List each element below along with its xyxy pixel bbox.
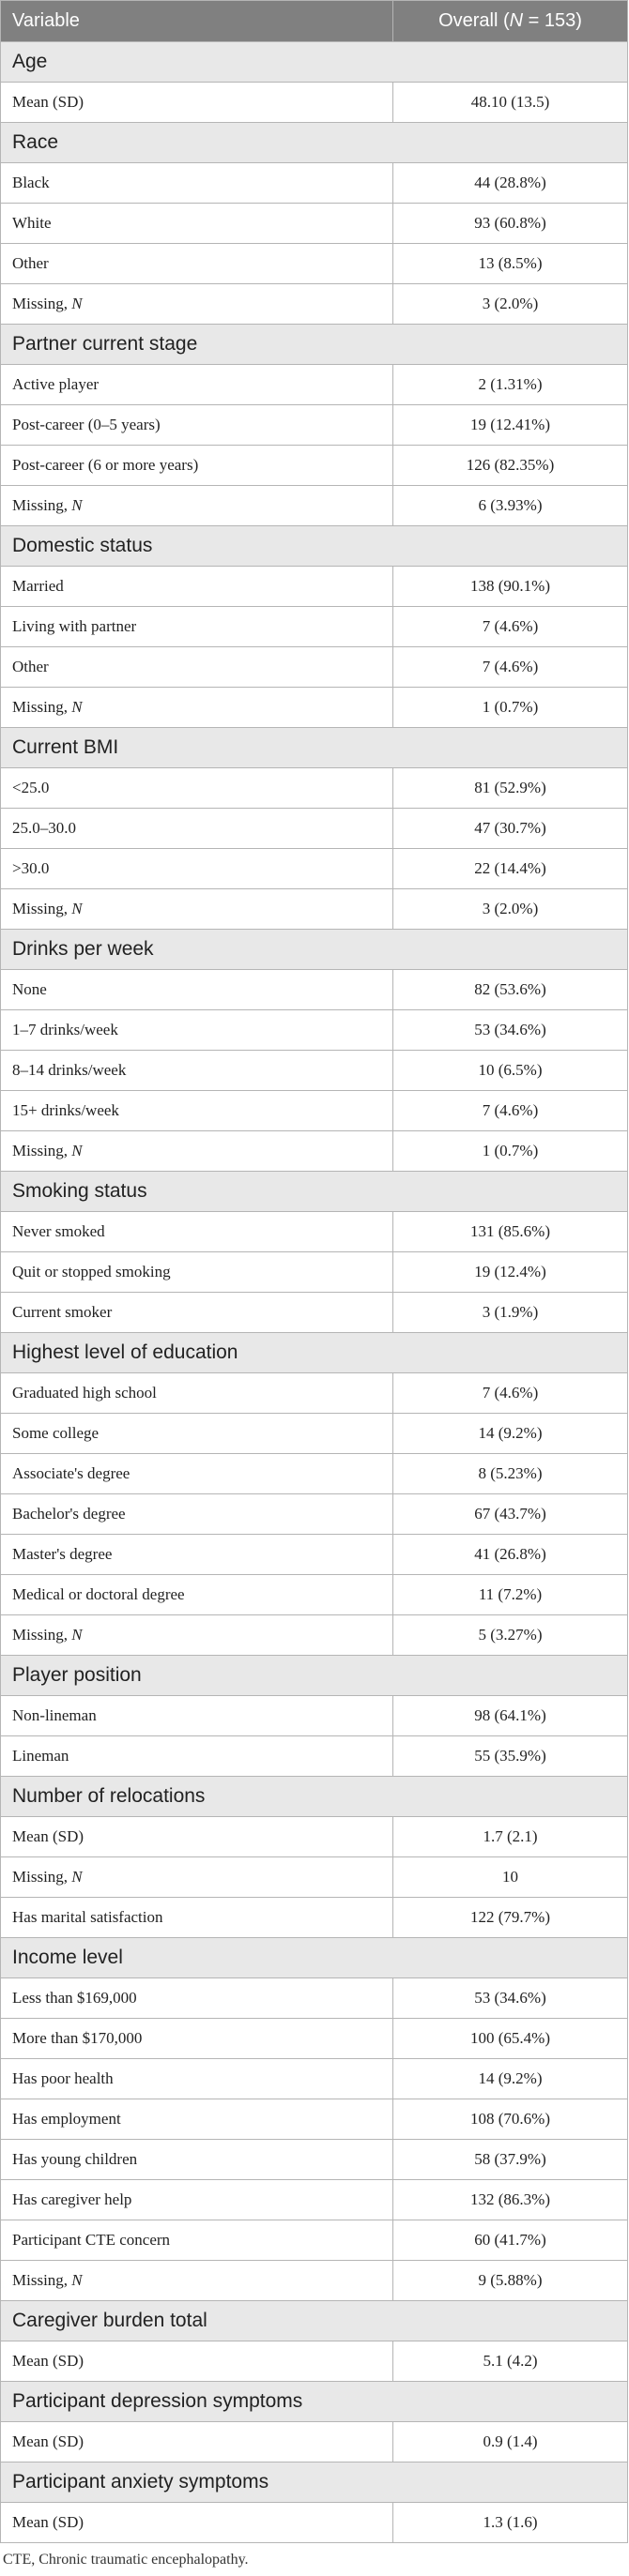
table-row [1,244,628,284]
row-label: Living with partner [1,607,393,647]
table-row [1,1736,628,1777]
section-title: Age [1,42,628,83]
table-row [1,768,628,809]
row-value: 47 (30.7%) [393,809,628,849]
row-value: 5.1 (4.2) [393,2341,628,2382]
row-value: 1.7 (2.1) [393,1817,628,1857]
table-row [1,2503,628,2543]
row-value: 3 (1.9%) [393,1293,628,1333]
row-value: 7 (4.6%) [393,607,628,647]
row-label: >30.0 [1,849,393,889]
row-value: 2 (1.31%) [393,365,628,405]
table-row [1,688,628,728]
row-value: 132 (86.3%) [393,2180,628,2220]
section-title: Partner current stage [1,325,628,365]
table-row [1,1615,628,1656]
table-row [1,365,628,405]
row-value: 10 [393,1857,628,1898]
row-value: 53 (34.6%) [393,1010,628,1051]
row-value: 82 (53.6%) [393,970,628,1010]
row-value: 131 (85.6%) [393,1212,628,1252]
section-header-row [1,1777,628,1817]
row-value: 1.3 (1.6) [393,2503,628,2543]
row-label: Other [1,244,393,284]
table-row [1,2059,628,2099]
row-value: 6 (3.93%) [393,486,628,526]
row-value: 98 (64.1%) [393,1696,628,1736]
section-title: Current BMI [1,728,628,768]
section-header-row [1,728,628,768]
section-title: Caregiver burden total [1,2301,628,2341]
row-value: 7 (4.6%) [393,1373,628,1414]
row-label: Graduated high school [1,1373,393,1414]
table-row [1,163,628,204]
row-label: Current smoker [1,1293,393,1333]
row-label: Missing, N [1,2261,393,2301]
row-value: 44 (28.8%) [393,163,628,204]
row-value: 138 (90.1%) [393,567,628,607]
table-row [1,1696,628,1736]
row-label: Quit or stopped smoking [1,1252,393,1293]
row-label: Master's degree [1,1535,393,1575]
row-value: 0.9 (1.4) [393,2422,628,2462]
section-title: Highest level of education [1,1333,628,1373]
table-row [1,1010,628,1051]
header-overall: Overall (N = 153) [393,1,628,42]
row-label: 8–14 drinks/week [1,1051,393,1091]
table-row [1,567,628,607]
table-row [1,1857,628,1898]
table-row [1,1252,628,1293]
table-row [1,2220,628,2261]
row-value: 5 (3.27%) [393,1615,628,1656]
row-value: 58 (37.9%) [393,2140,628,2180]
table-row [1,2140,628,2180]
table-row [1,849,628,889]
section-header-row [1,2382,628,2422]
row-value: 122 (79.7%) [393,1898,628,1938]
row-label: None [1,970,393,1010]
row-label: Participant CTE concern [1,2220,393,2261]
section-title: Participant anxiety symptoms [1,2462,628,2503]
row-label: Never smoked [1,1212,393,1252]
table-row [1,446,628,486]
section-header-row [1,2462,628,2503]
table-row [1,1051,628,1091]
table-row [1,2019,628,2059]
table-row [1,1373,628,1414]
section-title: Player position [1,1656,628,1696]
row-value: 1 (0.7%) [393,688,628,728]
table-row [1,607,628,647]
section-title: Number of relocations [1,1777,628,1817]
row-label: Mean (SD) [1,2503,393,2543]
row-label: Mean (SD) [1,2341,393,2382]
row-value: 48.10 (13.5) [393,83,628,123]
row-label: Active player [1,365,393,405]
row-label: 1–7 drinks/week [1,1010,393,1051]
table-row [1,970,628,1010]
row-label: Bachelor's degree [1,1494,393,1535]
table-row [1,647,628,688]
table-row [1,284,628,325]
section-header-row [1,1333,628,1373]
row-label: 25.0–30.0 [1,809,393,849]
table-row [1,1978,628,2019]
row-value: 3 (2.0%) [393,284,628,325]
row-label: Married [1,567,393,607]
row-value: 14 (9.2%) [393,2059,628,2099]
row-label: Mean (SD) [1,2422,393,2462]
row-label: Missing, N [1,1615,393,1656]
table-row [1,1535,628,1575]
row-value: 67 (43.7%) [393,1494,628,1535]
row-value: 53 (34.6%) [393,1978,628,2019]
section-title: Income level [1,1938,628,1978]
row-label: Missing, N [1,688,393,728]
table-row [1,1091,628,1131]
row-value: 11 (7.2%) [393,1575,628,1615]
section-header-row [1,1938,628,1978]
table-header-row [1,1,628,42]
row-value: 7 (4.6%) [393,647,628,688]
section-header-row [1,123,628,163]
row-label: Some college [1,1414,393,1454]
section-title: Race [1,123,628,163]
section-header-row [1,1172,628,1212]
table-row [1,1898,628,1938]
table-row [1,2180,628,2220]
row-value: 126 (82.35%) [393,446,628,486]
table-row [1,204,628,244]
row-value: 13 (8.5%) [393,244,628,284]
row-value: 8 (5.23%) [393,1454,628,1494]
table-row [1,809,628,849]
row-label: Other [1,647,393,688]
table-row [1,1454,628,1494]
table-footnote: CTE, Chronic traumatic encephalopathy. [3,2552,249,2568]
row-value: 14 (9.2%) [393,1414,628,1454]
section-header-row [1,1656,628,1696]
table-row [1,405,628,446]
row-label: Medical or doctoral degree [1,1575,393,1615]
row-label: More than $170,000 [1,2019,393,2059]
row-value: 9 (5.88%) [393,2261,628,2301]
table-body [1,42,628,2543]
row-value: 41 (26.8%) [393,1535,628,1575]
table-row [1,1575,628,1615]
row-label: Black [1,163,393,204]
row-value: 19 (12.41%) [393,405,628,446]
row-label: White [1,204,393,244]
section-title: Domestic status [1,526,628,567]
row-label: Lineman [1,1736,393,1777]
row-label: Associate's degree [1,1454,393,1494]
row-label: Has employment [1,2099,393,2140]
row-value: 10 (6.5%) [393,1051,628,1091]
row-value: 93 (60.8%) [393,204,628,244]
table-row [1,2261,628,2301]
section-title: Smoking status [1,1172,628,1212]
row-value: 3 (2.0%) [393,889,628,930]
table-row [1,2099,628,2140]
row-value: 100 (65.4%) [393,2019,628,2059]
row-label: Missing, N [1,889,393,930]
table-row [1,1414,628,1454]
row-label: Has marital satisfaction [1,1898,393,1938]
row-value: 22 (14.4%) [393,849,628,889]
table-row [1,486,628,526]
table-row [1,83,628,123]
section-header-row [1,526,628,567]
section-title: Participant depression symptoms [1,2382,628,2422]
row-label: Has young children [1,2140,393,2180]
row-value: 19 (12.4%) [393,1252,628,1293]
row-value: 55 (35.9%) [393,1736,628,1777]
row-label: Post-career (0–5 years) [1,405,393,446]
row-label: Missing, N [1,1857,393,1898]
section-header-row [1,42,628,83]
row-label: Has poor health [1,2059,393,2099]
table-row [1,1212,628,1252]
row-label: 15+ drinks/week [1,1091,393,1131]
row-label: <25.0 [1,768,393,809]
row-label: Missing, N [1,284,393,325]
section-header-row [1,930,628,970]
row-label: Has caregiver help [1,2180,393,2220]
table-row [1,2341,628,2382]
section-title: Drinks per week [1,930,628,970]
row-value: 81 (52.9%) [393,768,628,809]
row-label: Non-lineman [1,1696,393,1736]
row-label: Missing, N [1,486,393,526]
table-row [1,1817,628,1857]
row-label: Missing, N [1,1131,393,1172]
section-header-row [1,325,628,365]
row-label: Post-career (6 or more years) [1,446,393,486]
table-row [1,889,628,930]
row-value: 7 (4.6%) [393,1091,628,1131]
row-label: Mean (SD) [1,83,393,123]
table-row [1,1494,628,1535]
table-row [1,2422,628,2462]
section-header-row [1,2301,628,2341]
row-value: 108 (70.6%) [393,2099,628,2140]
row-label: Mean (SD) [1,1817,393,1857]
row-value: 1 (0.7%) [393,1131,628,1172]
table-row [1,1293,628,1333]
row-value: 60 (41.7%) [393,2220,628,2261]
row-label: Less than $169,000 [1,1978,393,2019]
header-variable: Variable [1,1,393,42]
table-row [1,1131,628,1172]
